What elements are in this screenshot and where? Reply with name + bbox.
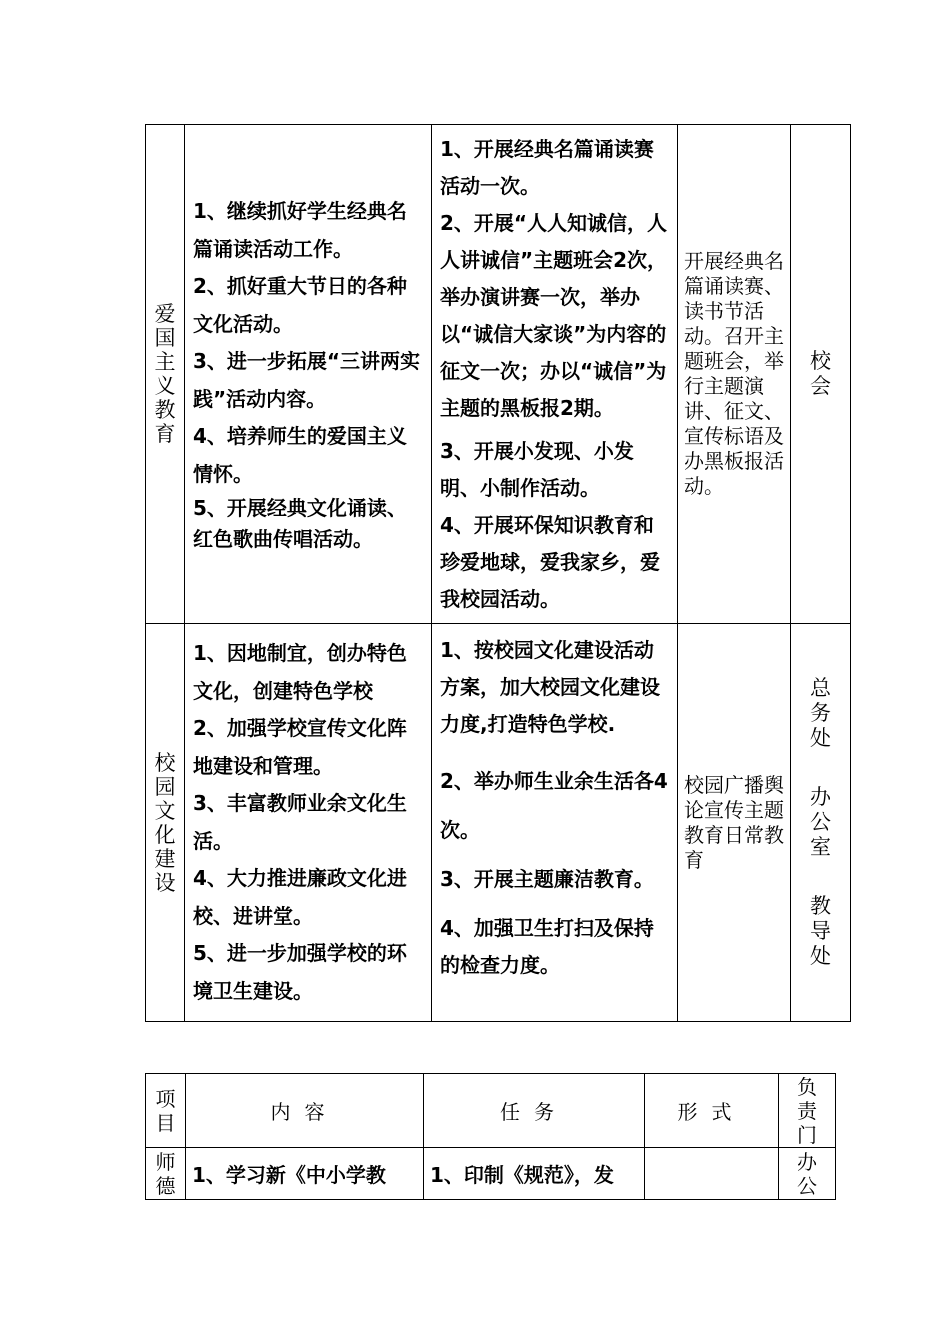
task-item: 1、按校园文化建设活动方案，加大校园文化建设力度,打造特色学校.: [440, 638, 660, 736]
task-item: 1、开展经典名篇诵读赛活动一次。: [440, 137, 654, 198]
project-cell: [146, 624, 185, 1022]
responsible-label: 校会: [810, 349, 831, 398]
content-item: 1、继续抓好学生经典名篇诵读活动工作。: [193, 199, 407, 261]
project-cell: [146, 1148, 186, 1200]
responsible-label: 总务处: [810, 676, 831, 750]
table-row: [146, 624, 851, 1022]
task-item: 3、开展主题廉洁教育。: [440, 867, 654, 891]
content-item: 2、抓好重大节日的各种文化活动。: [193, 274, 407, 336]
responsible-cell: [791, 125, 851, 624]
task-item: 2、开展“人人知诚信，人人讲诚信”主题班会2次，举办演讲赛一次，举办以“诚信大家谈”为内容的征文一次；办以“诚信”为主题的黑板报2期。: [440, 211, 668, 420]
plan-table-upper: [145, 124, 851, 1022]
header-task: 任务: [424, 1074, 645, 1148]
form-cell: [645, 1148, 779, 1200]
responsible-label: 教导处: [810, 894, 831, 968]
table-row: [146, 1148, 836, 1200]
form-text: 开展经典名篇诵读赛、读书节活动。召开主题班会，举行主题演讲、征文、宣传标语及办黑板报活动。: [684, 249, 784, 498]
content-item: 4、大力推进廉政文化进校、进讲堂。: [193, 866, 407, 928]
task-item: 4、开展环保知识教育和珍爱地球，爱我家乡，爱我校园活动。: [440, 513, 660, 611]
content-cell: 1、学习新《中小学教: [186, 1148, 424, 1200]
responsible-label: 办公: [797, 1149, 817, 1198]
task-cell: 1、印制《规范》，发: [424, 1148, 645, 1200]
header-form: 形式: [645, 1074, 779, 1148]
task-cell: [432, 624, 678, 1022]
content-item: 3、丰富教师业余文化生活。: [193, 791, 407, 853]
form-cell: [678, 624, 791, 1022]
task-cell: [432, 125, 678, 624]
project-label: 师德: [155, 1149, 176, 1198]
responsible-cell: [791, 624, 851, 1022]
responsible-cell: [779, 1148, 836, 1200]
header-label: 负责门: [797, 1074, 817, 1147]
task-item: 2、举办师生业余生活各4次。: [440, 769, 668, 842]
spacer: [791, 751, 850, 785]
header-content: 内容: [186, 1074, 424, 1148]
content-item: 2、加强学校宣传文化阵地建设和管理。: [193, 716, 407, 778]
project-cell: [146, 125, 185, 624]
responsible-label: 办公室: [810, 785, 831, 859]
content-item: 4、培养师生的爱国主义情怀。: [193, 424, 407, 486]
project-label: 校园文化建设: [154, 750, 176, 895]
form-cell: [678, 125, 791, 624]
content-item: 5、开展经典文化诵读、红色歌曲传唱活动。: [193, 496, 407, 551]
task-item: 3、开展小发现、小发明、小制作活动。: [440, 439, 634, 500]
header-responsible: [779, 1074, 836, 1148]
form-text: 校园广播舆论宣传主题教育日常教育: [684, 772, 784, 872]
header-label: 项目: [155, 1086, 176, 1135]
content-cell: [185, 624, 432, 1022]
plan-table-lower: [145, 1073, 836, 1200]
header-project: [146, 1074, 186, 1148]
table-row: [146, 125, 851, 624]
content-item: 5、进一步加强学校的环境卫生建设。: [193, 941, 407, 1003]
content-item: 3、进一步拓展“三讲两实践”活动内容。: [193, 349, 421, 411]
spacer: [791, 860, 850, 894]
project-label: 爱国主义教育: [154, 302, 176, 446]
content-cell: [185, 125, 432, 624]
table-header-row: [146, 1074, 836, 1148]
content-item: 1、因地制宜，创办特色文化，创建特色学校: [193, 641, 407, 703]
task-item: 4、加强卫生打扫及保持的检查力度。: [440, 916, 654, 977]
